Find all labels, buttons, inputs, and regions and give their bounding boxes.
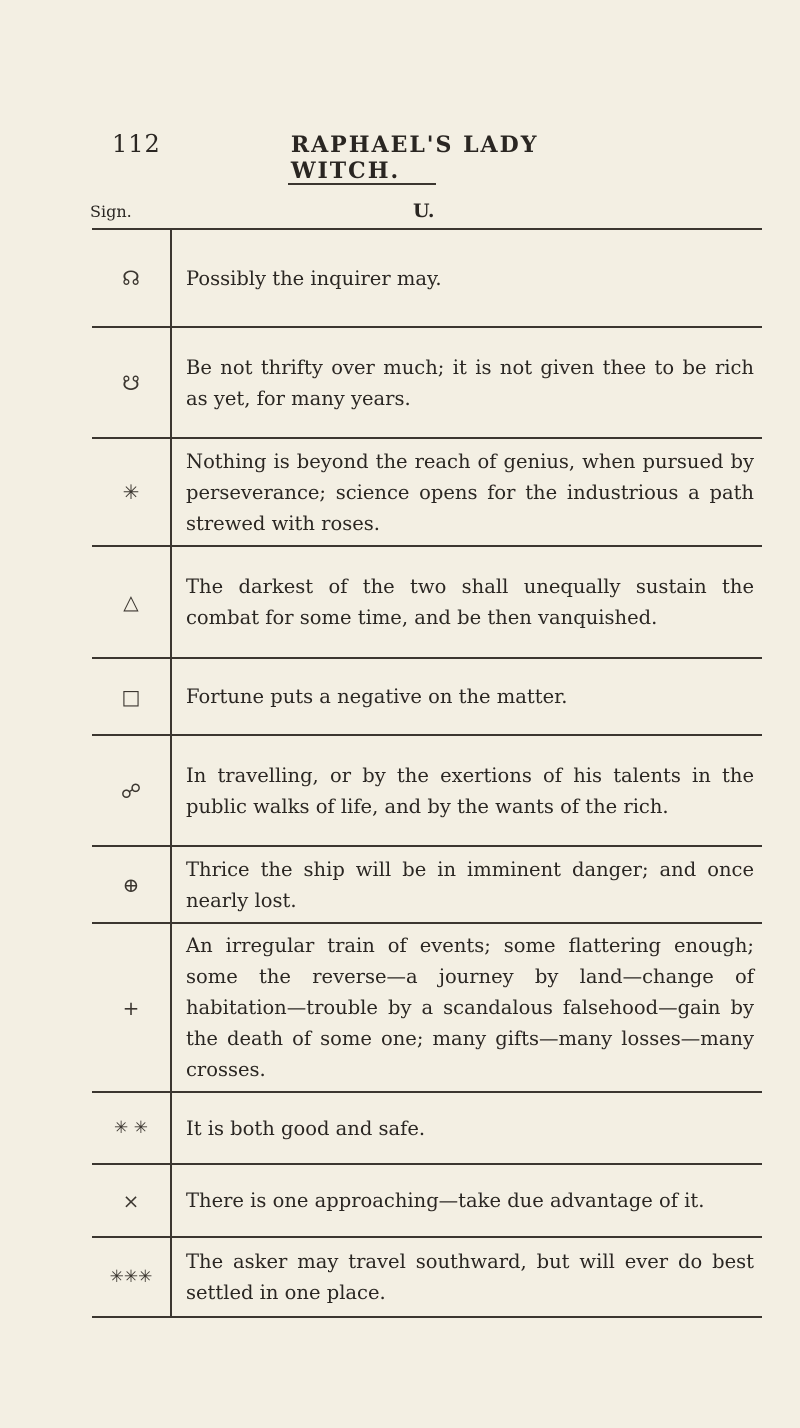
sign-column-heading: Sign. — [90, 202, 132, 221]
sign-symbol: ☍ — [120, 778, 142, 803]
table-row — [92, 1093, 762, 1165]
answer-text-content: An irregular train of events; some flattering enough; some the reverse—a journey by land—change of habitation—trouble by a scandalous falsehood—gain by the death of some one; many gifts—many losses—many crosses. — [186, 934, 754, 1081]
answer-text — [170, 924, 762, 1091]
answer-text — [170, 1165, 762, 1236]
page-header — [112, 130, 632, 184]
sign-symbol: ⊕ — [122, 872, 140, 897]
header-rule — [288, 183, 436, 185]
table-row — [92, 736, 762, 847]
answer-text-content: In travelling, or by the exertions of his talents in the public walks of life, and by the wants of the rich. — [186, 763, 754, 818]
answers-table — [92, 228, 762, 1318]
answer-text — [170, 659, 762, 734]
answer-text-content: The darkest of the two shall unequally sustain the combat for some time, and be then vanquished. — [186, 575, 754, 629]
table-row — [92, 659, 762, 736]
answer-text — [170, 1093, 762, 1163]
table-row — [92, 328, 762, 439]
answer-text — [170, 847, 762, 922]
answer-text-content: The asker may travel southward, but will ever do best settled in one place. — [186, 1250, 754, 1304]
table-row — [92, 924, 762, 1093]
answer-text — [170, 328, 762, 437]
table-row — [92, 847, 762, 924]
answer-text — [170, 1238, 762, 1316]
page-number: 112 — [112, 130, 161, 158]
table-row — [92, 547, 762, 659]
answer-text — [170, 736, 762, 845]
sign-symbol: □ — [121, 684, 141, 709]
answer-text-content: Nothing is beyond the reach of genius, when pursued by perseverance; science opens for the industrious a path strewed with roses. — [186, 449, 754, 535]
answer-text — [170, 439, 762, 545]
sign-symbol: × — [122, 1188, 140, 1213]
sign-symbol: ✳ ✳ — [114, 1118, 148, 1138]
table-row — [92, 439, 762, 547]
answer-text-content: There is one approaching—take due advantage of it. — [186, 1189, 705, 1212]
table-row — [92, 1165, 762, 1238]
answer-text-content: Be not thrifty over much; it is not given thee to be rich as yet, for many years. — [186, 355, 754, 410]
table-row — [92, 230, 762, 328]
answer-text-content: Fortune puts a negative on the matter. — [186, 685, 568, 708]
answer-column-heading: U. — [413, 200, 435, 222]
sign-symbol: ☋ — [122, 370, 140, 395]
running-title: RAPHAEL'S LADY WITCH. — [290, 132, 539, 184]
sign-symbol: + — [122, 995, 140, 1020]
answer-text-content: Thrice the ship will be in imminent danger; and once nearly lost. — [186, 857, 754, 912]
table-row — [92, 1238, 762, 1318]
answer-text-content: It is both good and safe. — [186, 1116, 426, 1140]
sign-symbol: ☊ — [122, 266, 140, 290]
answer-text — [170, 230, 762, 326]
sign-symbol: △ — [123, 590, 139, 614]
answer-text-content: Possibly the inquirer may. — [186, 266, 442, 290]
sign-symbol: ✳ — [122, 480, 140, 504]
sign-symbol: ✳✳✳ — [109, 1267, 153, 1287]
answer-text — [170, 547, 762, 657]
